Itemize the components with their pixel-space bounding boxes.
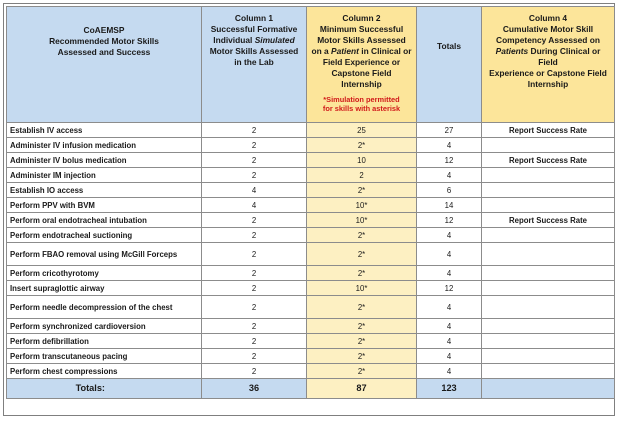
column-2-cell: 10*	[307, 198, 417, 213]
column-1-cell: 4	[202, 183, 307, 198]
column-2-cell: 2*	[307, 266, 417, 281]
header-skills: CoAEMSP Recommended Motor Skills Assessed and Success	[7, 7, 202, 123]
skill-cell: Perform defibrillation	[7, 334, 202, 349]
skill-cell: Perform cricothyrotomy	[7, 266, 202, 281]
column-4-cell	[482, 364, 615, 379]
total-cell: 14	[417, 198, 482, 213]
total-cell: 12	[417, 153, 482, 168]
column-4-cell	[482, 266, 615, 281]
skill-cell: Perform FBAO removal using McGill Forceps	[7, 243, 202, 266]
total-cell: 4	[417, 138, 482, 153]
motor-skills-table	[6, 6, 615, 399]
column-2-cell: 2*	[307, 243, 417, 266]
table-row	[7, 243, 615, 266]
grand-total: 123	[417, 379, 482, 399]
total-cell: 12	[417, 281, 482, 296]
column-2-total: 87	[307, 379, 417, 399]
skill-cell: Perform oral endotracheal intubation	[7, 213, 202, 228]
column-4-cell	[482, 183, 615, 198]
total-cell: 12	[417, 213, 482, 228]
total-cell: 4	[417, 349, 482, 364]
skill-cell: Perform needle decompression of the chest	[7, 296, 202, 319]
skill-cell: Establish IV access	[7, 123, 202, 138]
column-1-cell: 2	[202, 228, 307, 243]
skill-cell: Administer IM injection	[7, 168, 202, 183]
table-row	[7, 213, 615, 228]
column-4-cell	[482, 281, 615, 296]
column-4-cell	[482, 198, 615, 213]
total-cell: 27	[417, 123, 482, 138]
column-4-cell	[482, 243, 615, 266]
total-cell: 6	[417, 183, 482, 198]
skill-cell: Perform transcutaneous pacing	[7, 349, 202, 364]
column-4-cell	[482, 334, 615, 349]
header-column-2: Column 2 Minimum Successful Motor Skills Assessed on a Patient in Clinical or Field Experience or Capstone Field Internship *Simulation permitted for skills with asterisk	[307, 7, 417, 123]
skill-cell: Perform synchronized cardioversion	[7, 319, 202, 334]
column-2-cell: 10*	[307, 281, 417, 296]
skill-cell: Perform endotracheal suctioning	[7, 228, 202, 243]
skill-cell: Administer IV bolus medication	[7, 153, 202, 168]
column-4-cell	[482, 319, 615, 334]
column-1-cell: 2	[202, 266, 307, 281]
table-row	[7, 349, 615, 364]
column-2-cell: 2*	[307, 349, 417, 364]
column-2-cell: 2*	[307, 319, 417, 334]
column-1-cell: 2	[202, 334, 307, 349]
column-2-cell: 2*	[307, 364, 417, 379]
skill-cell: Insert supraglottic airway	[7, 281, 202, 296]
column-2-cell: 10*	[307, 213, 417, 228]
column-4-total	[482, 379, 615, 399]
table-row	[7, 153, 615, 168]
table-row	[7, 123, 615, 138]
column-1-total: 36	[202, 379, 307, 399]
skill-cell: Administer IV infusion medication	[7, 138, 202, 153]
header-column-1: Column 1 Successful Formative Individual Simulated Motor Skills Assessed in the Lab	[202, 7, 307, 123]
table-row	[7, 296, 615, 319]
header-totals: Totals	[417, 7, 482, 123]
table-row	[7, 319, 615, 334]
column-1-cell: 2	[202, 364, 307, 379]
column-4-cell	[482, 296, 615, 319]
total-cell: 4	[417, 319, 482, 334]
total-cell: 4	[417, 296, 482, 319]
column-4-cell	[482, 138, 615, 153]
column-2-cell: 2*	[307, 296, 417, 319]
total-cell: 4	[417, 228, 482, 243]
skill-cell: Perform chest compressions	[7, 364, 202, 379]
column-2-cell: 25	[307, 123, 417, 138]
column-1-cell: 2	[202, 349, 307, 364]
column-2-cell: 2*	[307, 183, 417, 198]
column-4-cell: Report Success Rate	[482, 213, 615, 228]
total-cell: 4	[417, 364, 482, 379]
motor-skills-table-frame	[3, 3, 615, 416]
column-4-cell	[482, 168, 615, 183]
column-1-cell: 2	[202, 243, 307, 266]
table-row	[7, 183, 615, 198]
column-1-cell: 2	[202, 138, 307, 153]
column-2-cell: 10	[307, 153, 417, 168]
table-row	[7, 228, 615, 243]
column-1-cell: 2	[202, 319, 307, 334]
table-row	[7, 334, 615, 349]
column-1-cell: 2	[202, 296, 307, 319]
total-cell: 4	[417, 168, 482, 183]
header-column-4: Column 4 Cumulative Motor Skill Competency Assessed on Patients During Clinical or Field Experience or Capstone Field Internship	[482, 7, 615, 123]
column-1-cell: 2	[202, 168, 307, 183]
totals-label: Totals:	[7, 379, 202, 399]
skill-cell: Establish IO access	[7, 183, 202, 198]
table-row	[7, 281, 615, 296]
column-1-cell: 2	[202, 123, 307, 138]
total-cell: 4	[417, 266, 482, 281]
simulation-note: *Simulation permitted for skills with asterisk	[322, 95, 401, 113]
skill-cell: Perform PPV with BVM	[7, 198, 202, 213]
column-4-cell: Report Success Rate	[482, 123, 615, 138]
column-4-cell: Report Success Rate	[482, 153, 615, 168]
table-row	[7, 138, 615, 153]
totals-row	[7, 379, 615, 399]
table-row	[7, 168, 615, 183]
table-row	[7, 364, 615, 379]
column-1-cell: 2	[202, 153, 307, 168]
column-1-cell: 2	[202, 213, 307, 228]
column-2-cell: 2*	[307, 138, 417, 153]
column-4-cell	[482, 349, 615, 364]
column-2-cell: 2*	[307, 228, 417, 243]
column-2-cell: 2	[307, 168, 417, 183]
column-1-cell: 2	[202, 281, 307, 296]
total-cell: 4	[417, 243, 482, 266]
table-row	[7, 198, 615, 213]
total-cell: 4	[417, 334, 482, 349]
table-row	[7, 266, 615, 281]
column-1-cell: 4	[202, 198, 307, 213]
column-2-cell: 2*	[307, 334, 417, 349]
column-4-cell	[482, 228, 615, 243]
